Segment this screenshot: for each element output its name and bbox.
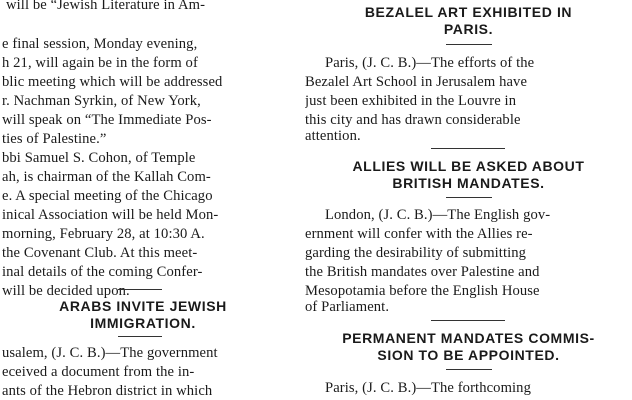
text-line: Mesopotamia before the English House bbox=[305, 283, 540, 299]
text-line: Paris, (J. C. B.)—The forthcoming bbox=[325, 380, 531, 396]
text-line: usalem, (J. C. B.)—The government bbox=[2, 345, 218, 361]
section-divider bbox=[431, 320, 505, 321]
text-line: will speak on “The Immediate Pos- bbox=[2, 112, 212, 128]
text-line: London, (J. C. B.)—The English gov- bbox=[325, 207, 551, 223]
left-column bbox=[0, 0, 296, 400]
headline: PERMANENT MANDATES COMMIS- bbox=[342, 330, 595, 346]
text-line: r. Nachman Syrkin, of New York, bbox=[2, 93, 201, 109]
section-divider bbox=[118, 289, 162, 290]
headline: SION TO BE APPOINTED. bbox=[377, 347, 560, 363]
text-line: ah, is chairman of the Kallah Com- bbox=[2, 169, 211, 185]
headline: PARIS. bbox=[443, 21, 494, 37]
text-line: h 21, will again be in the form of bbox=[2, 55, 198, 71]
text-line: of Parliament. bbox=[305, 299, 390, 315]
text-line: will be decided upon. bbox=[2, 283, 130, 299]
text-line: just been exhibited in the Louvre in bbox=[305, 93, 517, 109]
text-line: inical Association will be held Mon- bbox=[2, 207, 219, 223]
text-line: ties of Palestine.” bbox=[2, 131, 107, 147]
text-line: the British mandates over Palestine and bbox=[305, 264, 540, 280]
text-line: will be “Jewish Literature in Am- bbox=[6, 0, 206, 13]
text-line: ernment will confer with the Allies re- bbox=[305, 226, 533, 242]
text-line: blic meeting which will be addressed bbox=[2, 74, 223, 90]
text-line: Bezalel Art School in Jerusalem have bbox=[305, 74, 528, 90]
headline: BRITISH MANDATES. bbox=[392, 175, 545, 191]
text-line: attention. bbox=[305, 128, 361, 144]
text-line: bbi Samuel S. Cohon, of Temple bbox=[2, 150, 196, 166]
text-line: the Covenant Club. At this meet- bbox=[2, 245, 198, 261]
text-line: ants of the Hebron district in which bbox=[2, 383, 213, 399]
section-divider bbox=[446, 44, 492, 45]
section-divider bbox=[431, 148, 505, 149]
section-divider bbox=[446, 369, 492, 370]
text-line: e. A special meeting of the Chicago bbox=[2, 188, 213, 204]
headline: IMMIGRATION. bbox=[90, 315, 196, 331]
section-divider bbox=[446, 197, 492, 198]
right-column bbox=[305, 0, 632, 400]
text-line: Paris, (J. C. B.)—The efforts of the bbox=[325, 55, 535, 71]
text-line: morning, February 28, at 10:30 A. bbox=[2, 226, 205, 242]
headline: BEZALEL ART EXHIBITED IN bbox=[364, 4, 573, 20]
section-divider bbox=[118, 336, 162, 337]
headline: ARABS INVITE JEWISH bbox=[59, 298, 227, 314]
text-line: e final session, Monday evening, bbox=[2, 36, 198, 52]
text-line: eceived a document from the in- bbox=[2, 364, 195, 380]
text-line: this city and has drawn considerable bbox=[305, 112, 521, 128]
text-line: garding the desirability of submitting bbox=[305, 245, 527, 261]
headline: ALLIES WILL BE ASKED ABOUT bbox=[352, 158, 585, 174]
text-line: inal details of the coming Confer- bbox=[2, 264, 203, 280]
